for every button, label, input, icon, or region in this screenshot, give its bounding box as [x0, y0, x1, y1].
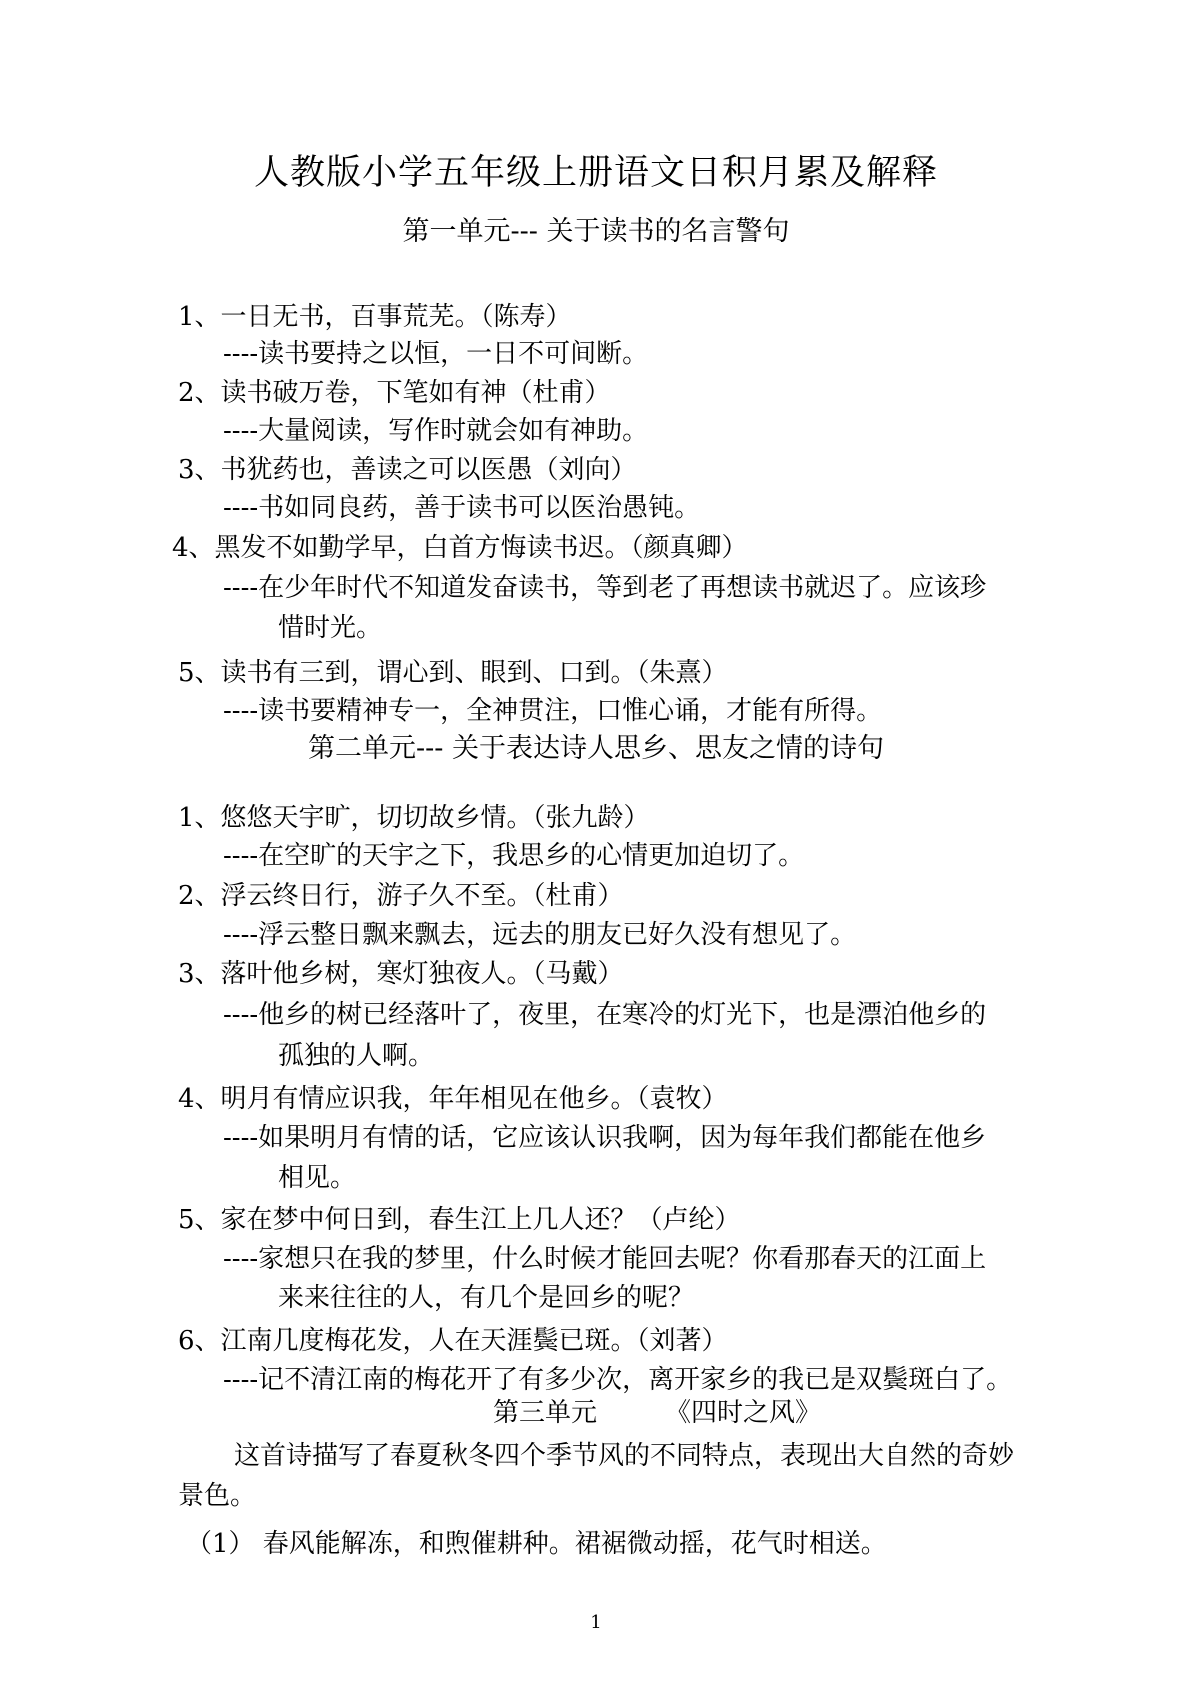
unit2-explain-5: ----家想只在我的梦里，什么时候才能回去呢？你看那春天的江面上: [223, 1244, 987, 1274]
unit2-quote-4: 4、明月有情应识我，年年相见在他乡。（袁牧）: [178, 1084, 728, 1114]
unit3-intro-line2: 景色。: [178, 1481, 257, 1511]
unit2-explain-1: ----在空旷的天宇之下，我思乡的心情更加迫切了。: [223, 841, 805, 871]
unit2-quote-1: 1、悠悠天宇旷，切切故乡情。（张九龄）: [178, 803, 650, 833]
unit2-quote-2: 2、浮云终日行，游子久不至。（杜甫）: [178, 881, 624, 911]
unit2-explain-3: ----他乡的树已经落叶了，夜里，在寒冷的灯光下，也是漂泊他乡的: [223, 1000, 987, 1030]
unit2-explain-5-cont: 来来往往的人，有几个是回乡的呢？: [278, 1283, 695, 1313]
unit1-explain-3: ----书如同良药，善于读书可以医治愚钝。: [223, 493, 701, 523]
unit2-quote-6: 6、江南几度梅花发，人在天涯鬓已斑。（刘著）: [178, 1326, 728, 1356]
unit2-explain-4: ----如果明月有情的话，它应该认识我啊，因为每年我们都能在他乡: [223, 1123, 987, 1153]
unit2-explain-4-cont: 相见。: [278, 1163, 357, 1193]
unit2-quote-3: 3、落叶他乡树，寒灯独夜人。（马戴）: [178, 959, 624, 989]
unit2-explain-2: ----浮云整日飘来飘去，远去的朋友已好久没有想见了。: [223, 920, 857, 950]
unit1-quote-3: 3、书犹药也，善读之可以医愚（刘向）: [178, 455, 637, 485]
unit2-heading: 第二单元--- 关于表达诗人思乡、思友之情的诗句: [308, 733, 884, 764]
unit1-explain-1: ----读书要持之以恒，一日不可间断。: [223, 339, 649, 369]
page-number: 1: [590, 1612, 602, 1633]
unit2-quote-5: 5、家在梦中何日到，春生江上几人还？（卢纶）: [178, 1205, 741, 1235]
unit3-heading-title: 《四时之风》: [665, 1398, 822, 1428]
unit2-explain-3-cont: 孤独的人啊。: [278, 1041, 435, 1071]
unit1-explain-4-cont: 惜时光。: [278, 613, 383, 643]
unit1-quote-4: 4、黑发不如勤学早，白首方悔读书迟。（颜真卿）: [172, 533, 748, 563]
unit3-heading-label: 第三单元: [493, 1398, 598, 1428]
unit1-explain-4: ----在少年时代不知道发奋读书，等到老了再想读书就迟了。应该珍: [223, 573, 987, 603]
unit1-explain-2: ----大量阅读，写作时就会如有神助。: [223, 416, 649, 446]
unit1-quote-5: 5、读书有三到，谓心到、眼到、口到。（朱熹）: [178, 658, 728, 688]
unit1-quote-1: 1、一日无书，百事荒芜。（陈寿）: [178, 302, 572, 332]
unit1-quote-2: 2、读书破万卷，下笔如有神（杜甫）: [178, 378, 611, 408]
unit3-verse-1: （1） 春风能解冻，和煦催耕种。裙裾微动摇，花气时相送。: [186, 1529, 887, 1559]
unit2-explain-6: ----记不清江南的梅花开了有多少次，离开家乡的我已是双鬓斑白了。: [223, 1365, 1013, 1395]
unit3-intro-line1: 这首诗描写了春夏秋冬四个季节风的不同特点，表现出大自然的奇妙: [234, 1441, 1015, 1471]
page-title: 人教版小学五年级上册语文日积月累及解释: [253, 153, 938, 193]
unit1-heading: 第一单元--- 关于读书的名言警句: [402, 216, 790, 247]
unit1-explain-5: ----读书要精神专一，全神贯注，口惟心诵，才能有所得。: [223, 696, 883, 726]
